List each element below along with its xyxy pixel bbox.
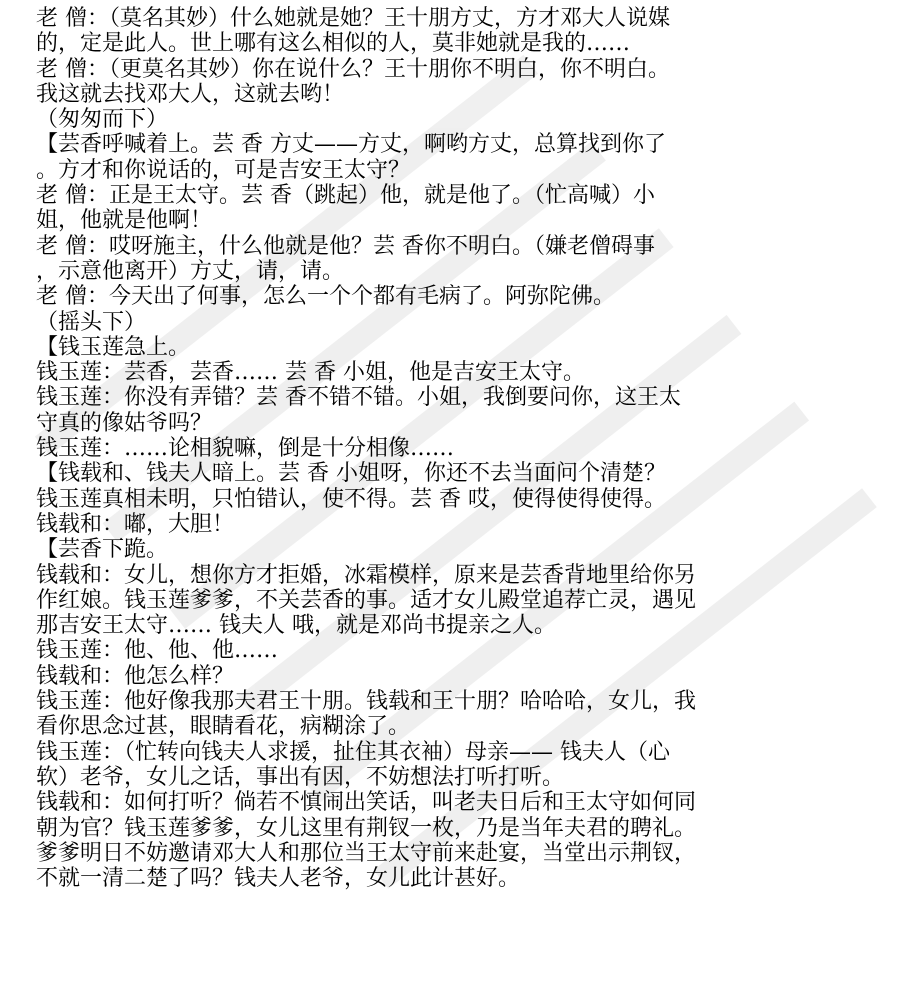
text-line: 。方才和你说话的，可是吉安王太守？ [36,157,411,183]
text-line: 姐，他就是他啊！ [36,208,213,234]
text-line: 作红娘。钱玉莲爹爹，不关芸香的事。适才女儿殿堂追荐亡灵，遇见 [36,587,697,613]
text-line: 朝为官？钱玉莲爹爹，女儿这里有荆钗一枚，乃是当年夫君的聘礼。 [36,815,697,841]
text-line: 软）老爷，女儿之话，事出有因，不妨想法打听打听。 [36,764,565,790]
text-line: 钱玉莲：他好像我那夫君王十朋。钱载和王十朋？哈哈哈，女儿，我 [36,689,697,715]
text-line: 守真的像姑爷吗？ [36,410,213,436]
text-line: 老 僧：今天出了何事，怎么一个个都有毛病了。阿弥陀佛。 [36,284,615,310]
text-line: 老 僧：哎呀施主，什么他就是他？芸 香你不明白。（嫌老僧碍事 [36,233,655,259]
text-line: 看你思念过甚，眼睛看花，病糊涂了。 [36,714,411,740]
text-line: 钱玉莲：芸香，芸香…… 芸 香 小姐，他是吉安王太守。 [36,360,585,386]
text-line: 钱玉莲：他、他、他…… [36,638,279,664]
text-line: 钱载和：嘟，大胆！ [36,511,235,537]
text-line: ，示意他离开）方丈，请，请。 [36,258,345,284]
text-line: 的，定是此人。世上哪有这么相似的人，莫非她就是我的…… [36,31,631,57]
text-line: （匆匆而下） [36,107,169,133]
text-line: 我这就去找邓大人，这就去哟！ [36,81,345,107]
text-line: 老 僧：（更莫名其妙）你在说什么？王十朋你不明白，你不明白。 [36,56,670,82]
text-line: 钱玉莲真相未明，只怕错认，使不得。芸 香 哎，使得使得使得。 [36,486,666,512]
text-line: 钱载和：他怎么样？ [36,663,235,689]
text-line: 钱玉莲：……论相貌嘛，倒是十分相像…… [36,436,455,462]
text-line: 老 僧：正是王太守。芸 香（跳起）他，就是他了。（忙高喊）小 [36,183,655,209]
text-line: （摇头下） [36,309,147,335]
text-line: 那吉安王太守…… 钱夫人 哦，就是邓尚书提亲之人。 [36,613,556,639]
text-line: 【钱载和、钱夫人暗上。芸 香 小姐呀，你还不去当面问个清楚？ [36,461,666,487]
text-line: 钱玉莲：你没有弄错？芸 香不错不错。小姐，我倒要问你，这王太 [36,385,681,411]
script-text [36,6,881,891]
text-line: 钱载和：女儿，想你方才拒婚，冰霜模样，原来是芸香背地里给你另 [36,562,697,588]
text-line: 钱玉莲：（忙转向钱夫人求援，扯住其衣袖）母亲—— 钱夫人（心 [36,739,670,765]
text-line: 不就一清二楚了吗？钱夫人老爷，女儿此计甚好。 [36,866,521,892]
text-line: 爹爹明日不妨邀请邓大人和那位当王太守前来赴宴，当堂出示荆钗， [36,840,697,866]
text-line: 【芸香下跪。 [36,537,169,563]
text-line: 【钱玉莲急上。 [36,334,191,360]
text-line: 【芸香呼喊着上。芸 香 方丈——方丈，啊哟方丈，总算找到你了 [36,132,666,158]
text-line: 钱载和：如何打听？倘若不慎闹出笑话，叫老夫日后和王太守如何同 [36,790,697,816]
text-line: 老 僧：（莫名其妙）什么她就是她？王十朋方丈，方才邓大人说媒 [36,6,670,31]
